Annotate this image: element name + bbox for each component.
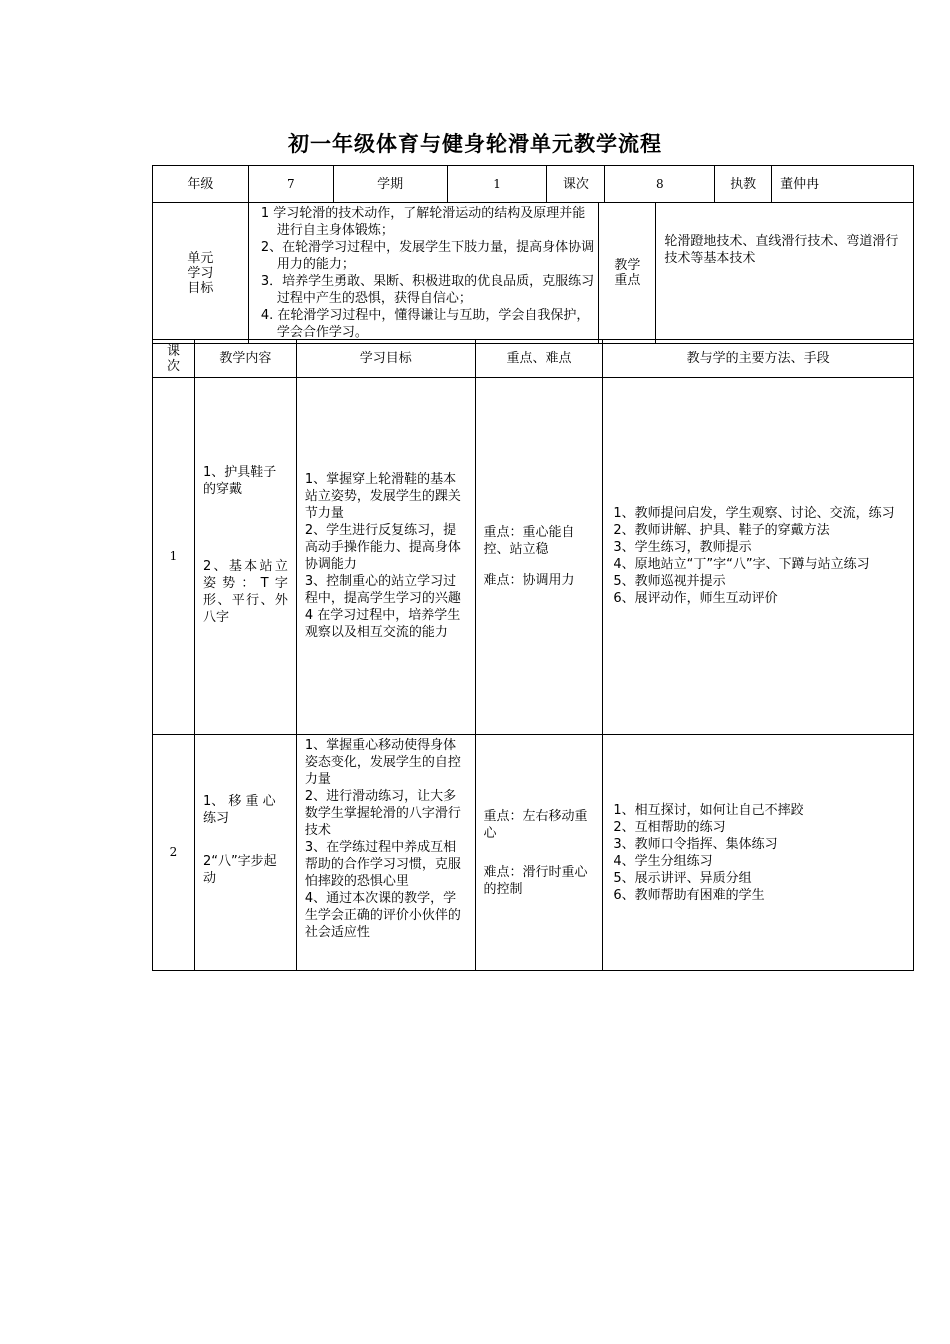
content-item: 2、基本站立姿势：T字形、平行、外八字 xyxy=(202,559,288,625)
teaching-focus-label xyxy=(599,203,656,344)
lesson-number: 1 xyxy=(153,378,195,735)
unit-goal-item: 1 学习轮滑的技术动作，了解轮滑运动的结构及原理并能进行自主身体锻炼； xyxy=(260,206,586,238)
objective-item: 4 在学习过程中，培养学生观察以及相互交流的能力 xyxy=(304,608,461,640)
lesson-objectives xyxy=(296,378,475,735)
method-item: 2、互相帮助的练习 xyxy=(613,819,726,835)
unit-goal-item: 2、在轮滑学习过程中，发展学生下肢力量，提高身体协调用力的能力； xyxy=(260,240,595,272)
method-item: 6、展评动作，师生互动评价 xyxy=(613,591,778,606)
unit-goals-list xyxy=(248,203,599,344)
goals-label-line: 目标 xyxy=(187,280,214,296)
table-row xyxy=(153,735,914,971)
method-item: 1、相互探讨，如何让自己不摔跤 xyxy=(613,802,804,818)
objective-item: 3、在学练过程中养成互相帮助的合作学习习惯，克服怕摔跤的恐惧心里 xyxy=(304,840,461,889)
objective-item: 1、掌握重心移动使得身体姿态变化，发展学生的自控力量 xyxy=(304,738,461,787)
table-row xyxy=(153,378,914,735)
lesson-objectives xyxy=(296,735,475,971)
difficulty-point: 难点：滑行时重心的控制 xyxy=(483,864,588,897)
method-item: 1、教师提问启发，学生观察、讨论、交流，练习 xyxy=(613,506,895,521)
col-header-lesson-line: 次 xyxy=(166,358,180,374)
content-item: 1、 移 重 心练习 xyxy=(202,794,276,826)
goals-label-line: 单元 xyxy=(187,250,214,266)
objective-item: 4、通过本次课的教学，学生学会正确的评价小伙伴的社会适应性 xyxy=(304,891,461,940)
method-item: 2、教师讲解、护具、鞋子的穿戴方法 xyxy=(613,523,830,538)
content-item: 1、护具鞋子的穿戴 xyxy=(202,465,277,497)
unit-goals-table xyxy=(152,202,914,344)
focus-label-line: 重点 xyxy=(614,273,641,288)
unit-goal-item: 4. 在轮滑学习过程中，懂得谦让与互助，学会自我保护，学会合作学习。 xyxy=(260,308,590,340)
objective-item: 3、控制重心的站立学习过程中，提高学生学习的兴趣 xyxy=(304,574,461,606)
col-header-lesson-line: 课 xyxy=(166,343,180,359)
method-item: 5、展示讲评、异质分组 xyxy=(613,870,752,886)
col-header-objectives: 学习目标 xyxy=(296,340,475,378)
page-title: 初一年级体育与健身轮滑单元教学流程 xyxy=(288,131,662,156)
method-item: 6、教师帮助有困难的学生 xyxy=(613,887,765,903)
col-header-content: 教学内容 xyxy=(194,340,296,378)
unit-goal-item: 3．培养学生勇敢、果断、积极进取的优良品质，克服练习过程中产生的恐惧，获得自信心； xyxy=(260,274,595,306)
lessons-value: 8 xyxy=(605,166,715,203)
teacher-value: 董仲冉 xyxy=(772,166,914,203)
focus-label-line: 教学 xyxy=(614,258,641,273)
lesson-plan-table xyxy=(152,339,914,971)
key-point: 重点：重心能自控、站立稳 xyxy=(483,524,575,557)
col-header-lesson xyxy=(153,340,195,378)
method-item: 4、学生分组练习 xyxy=(613,853,713,869)
term-value: 1 xyxy=(447,166,547,203)
content-item: 2“八”字步起动 xyxy=(202,854,277,886)
lesson-key-points xyxy=(475,735,603,971)
lesson-methods xyxy=(603,378,914,735)
method-item: 3、教师口令指挥、集体练习 xyxy=(613,836,778,852)
objective-item: 2、学生进行反复练习，提高动手操作能力、提高身体协调能力 xyxy=(304,523,461,572)
lesson-content xyxy=(194,735,296,971)
grade-label: 年级 xyxy=(153,166,249,203)
col-header-methods: 教与学的主要方法、手段 xyxy=(603,340,914,378)
method-item: 3、学生练习，教师提示 xyxy=(613,540,752,555)
difficulty-point: 难点：协调用力 xyxy=(483,572,575,588)
objective-item: 1、掌握穿上轮滑鞋的基本站立姿势，发展学生的踝关节力量 xyxy=(304,472,461,521)
unit-info-table xyxy=(152,165,914,203)
goals-label-line: 学习 xyxy=(187,265,214,281)
objective-item: 2、进行滑动练习，让大多数学生掌握轮滑的八字滑行技术 xyxy=(304,789,461,838)
method-item: 5、教师巡视并提示 xyxy=(613,574,726,589)
grade-value: 7 xyxy=(248,166,333,203)
lesson-content xyxy=(194,378,296,735)
lesson-key-points xyxy=(475,378,603,735)
col-header-key-points: 重点、难点 xyxy=(475,340,603,378)
key-point: 重点：左右移动重心 xyxy=(483,808,588,841)
lesson-number: 2 xyxy=(153,735,195,971)
method-item: 4、原地站立“丁”字“八”字、下蹲与站立练习 xyxy=(613,557,870,572)
lesson-methods xyxy=(603,735,914,971)
teaching-focus-text: 轮滑蹬地技术、直线滑行技术、弯道滑行技术等基本技术 xyxy=(656,203,914,344)
term-label: 学期 xyxy=(333,166,447,203)
lessons-label: 课次 xyxy=(547,166,605,203)
teacher-label: 执教 xyxy=(715,166,772,203)
unit-goals-label xyxy=(153,203,249,344)
